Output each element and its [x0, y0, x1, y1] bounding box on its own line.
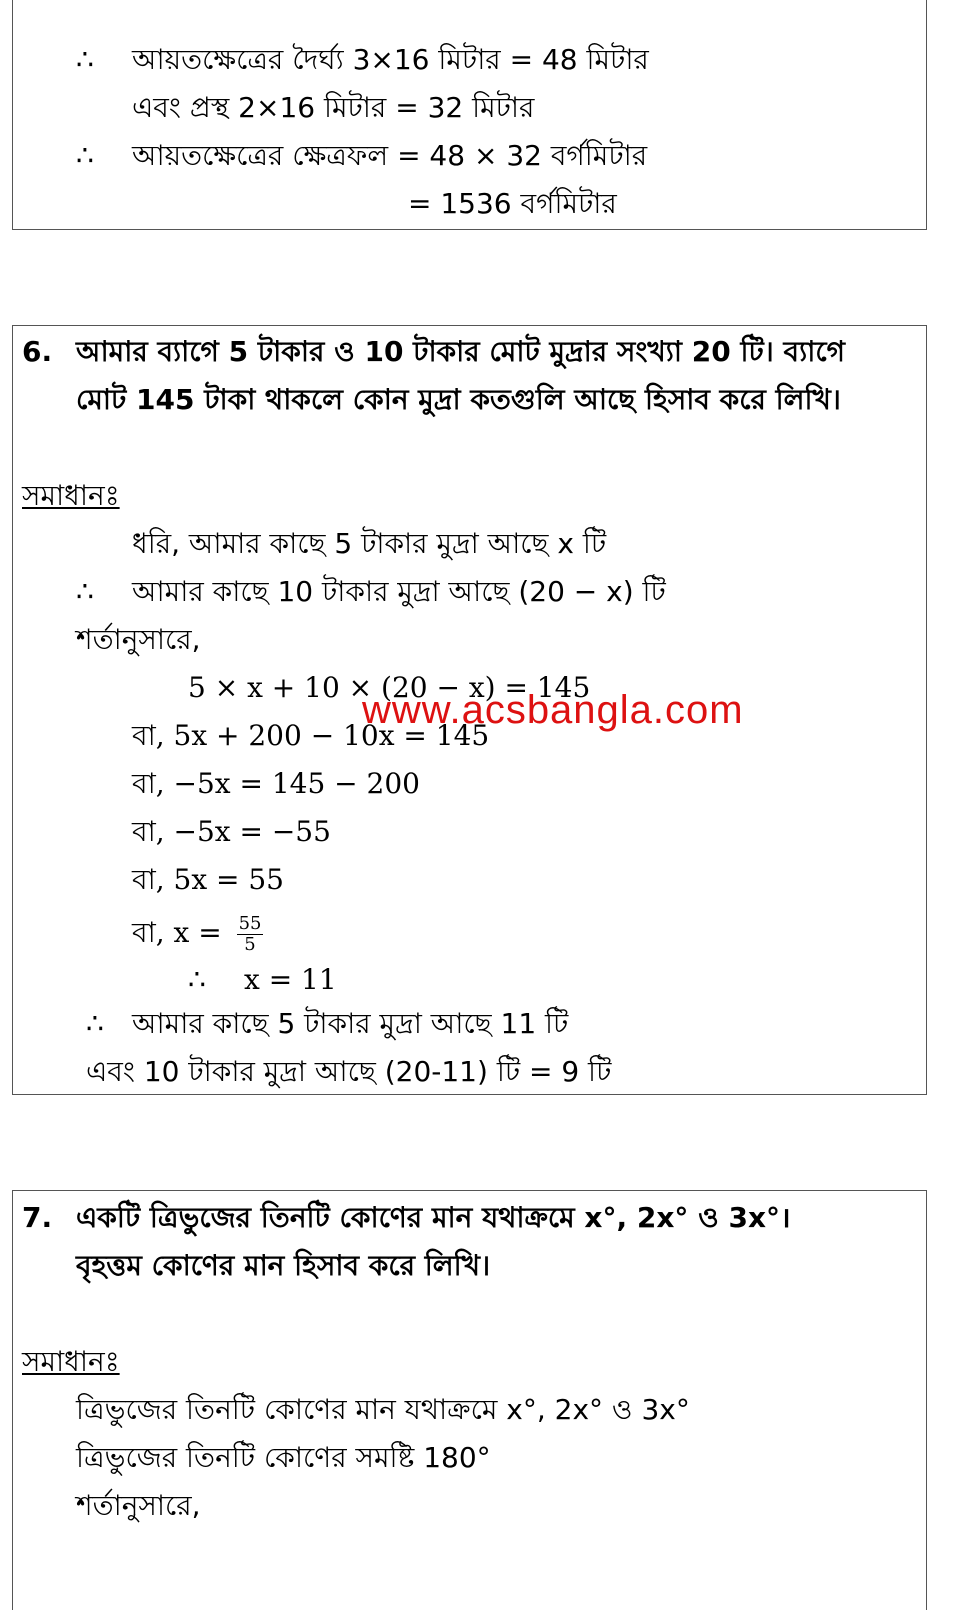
- equation: 5 × x + 10 × (20 − x) = 145: [188, 671, 591, 704]
- solution-label: সমাধানঃ: [22, 479, 120, 512]
- question-text: মোট 145 টাকা থাকলে কোন মুদ্রা কতগুলি আছে হিসাব করে লিখি।: [76, 383, 841, 416]
- watermark-text: www.acsbangla.com: [362, 688, 744, 732]
- therefore-symbol: ∴: [76, 43, 94, 76]
- question-text: একটি ত্রিভুজের তিনটি কোণের মান যথাক্রমে x°, 2x° ও 3x°।: [76, 1201, 791, 1234]
- area-result-line: = 1536 বর্গমিটার: [408, 187, 617, 220]
- breadth-line: এবং প্রস্থ 2×16 মিটার = 32 মিটার: [132, 91, 535, 124]
- derived-line: আমার কাছে 10 টাকার মুদ্রা আছে (20 − x) টি: [132, 575, 666, 608]
- conclusion-line: এবং 10 টাকার মুদ্রা আছে (20-11) টি = 9 টি: [86, 1055, 612, 1088]
- fraction-denominator: 5: [244, 934, 256, 955]
- equation: বা, −5x = −55: [132, 815, 331, 848]
- angle-sum-line: ত্রিভুজের তিনটি কোণের সমষ্টি 180°: [76, 1441, 491, 1474]
- equation-prefix: বা, x =: [132, 916, 222, 949]
- condition-label: শর্তানুসারে,: [76, 623, 201, 656]
- condition-label: শর্তানুসারে,: [76, 1489, 201, 1522]
- fraction-equation: [132, 914, 263, 955]
- therefore-symbol: ∴: [76, 575, 94, 608]
- given-line: ত্রিভুজের তিনটি কোণের মান যথাক্রমে x°, 2x° ও 3x°: [76, 1393, 690, 1426]
- question-text: বৃহত্তম কোণের মান হিসাব করে লিখি।: [76, 1249, 491, 1282]
- solution-label: সমাধানঃ: [22, 1345, 120, 1378]
- equation: x = 11: [244, 963, 337, 996]
- therefore-symbol: ∴: [188, 963, 206, 996]
- area-line: আয়তক্ষেত্রের ক্ষেত্রফল = 48 × 32 বর্গমিটার: [132, 139, 648, 172]
- length-line: আয়তক্ষেত্রের দৈর্ঘ্য 3×16 মিটার = 48 মিটার: [132, 43, 649, 76]
- therefore-symbol: ∴: [76, 139, 94, 172]
- therefore-symbol: ∴: [86, 1007, 104, 1040]
- equation: বা, 5x = 55: [132, 863, 285, 896]
- equation: বা, 5x + 200 − 10x = 145: [132, 719, 490, 752]
- fraction: [237, 914, 264, 955]
- question-number: 6.: [22, 335, 53, 368]
- question-text: আমার ব্যাগে 5 টাকার ও 10 টাকার মোট মুদ্রার সংখ্যা 20 টি। ব্যাগে: [76, 335, 845, 368]
- question-number: 7.: [22, 1201, 53, 1234]
- fraction-numerator: 55: [238, 913, 262, 934]
- conclusion-line: আমার কাছে 5 টাকার মুদ্রা আছে 11 টি: [132, 1007, 569, 1040]
- assumption-line: ধরি, আমার কাছে 5 টাকার মুদ্রা আছে x টি: [132, 527, 607, 560]
- equation: বা, −5x = 145 − 200: [132, 767, 420, 800]
